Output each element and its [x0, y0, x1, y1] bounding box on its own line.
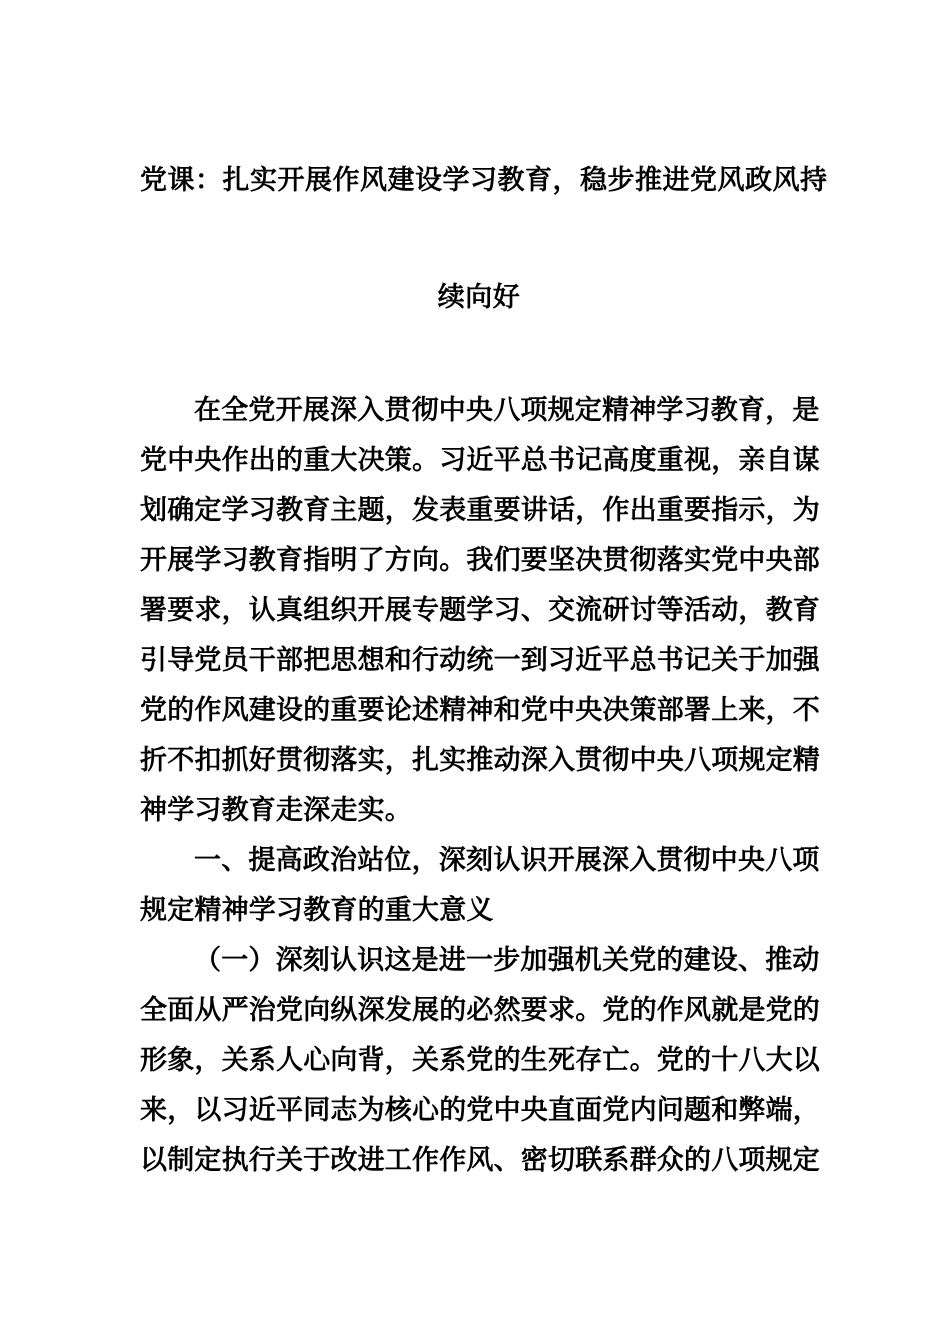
document-body-line: 党中央作出的重大决策。习近平总书记高度重视，亲自谋: [140, 445, 820, 475]
document-body-line: （一）深刻认识这是进一步加强机关党的建设、推动: [194, 945, 820, 975]
document-body: [140, 385, 818, 1185]
document-body-line: 折不扣抓好贯彻落实，扎实推动深入贯彻中央八项规定精: [140, 745, 820, 775]
document-body-line: 规定精神学习教育的重大意义: [140, 895, 494, 925]
document-body-line: 引导党员干部把思想和行动统一到习近平总书记关于加强: [140, 645, 820, 675]
document-body-line: 划确定学习教育主题，发表重要讲话，作出重要指示，为: [140, 495, 820, 525]
document-body-line: 全面从严治党向纵深发展的必然要求。党的作风就是党的: [140, 995, 820, 1025]
document-body-line: 署要求，认真组织开展专题学习、交流研讨等活动，教育: [140, 595, 820, 625]
document-body-line: 以制定执行关于改进工作作风、密切联系群众的八项规定: [140, 1145, 820, 1175]
document-body-line: 党的作风建设的重要论述精神和党中央决策部署上来，不: [140, 695, 820, 725]
document-body-line: 神学习教育走深走实。: [140, 795, 412, 825]
document-body-line: 在全党开展深入贯彻中央八项规定精神学习教育，是: [194, 395, 820, 425]
document-title: [140, 155, 828, 322]
document-body-line: 来，以习近平同志为核心的党中央直面党内问题和弊端，: [140, 1095, 820, 1125]
document-body-line: 形象，关系人心向背，关系党的生死存亡。党的十八大以: [140, 1045, 820, 1075]
document-title-line: 续向好: [437, 282, 521, 312]
document-title-line: 党课：扎实开展作风建设学习教育，稳步推进党风政风持: [140, 165, 828, 195]
document-body-line: 开展学习教育指明了方向。我们要坚决贯彻落实党中央部: [140, 545, 820, 575]
document-body-line: 一、提高政治站位，深刻认识开展深入贯彻中央八项: [194, 845, 820, 875]
